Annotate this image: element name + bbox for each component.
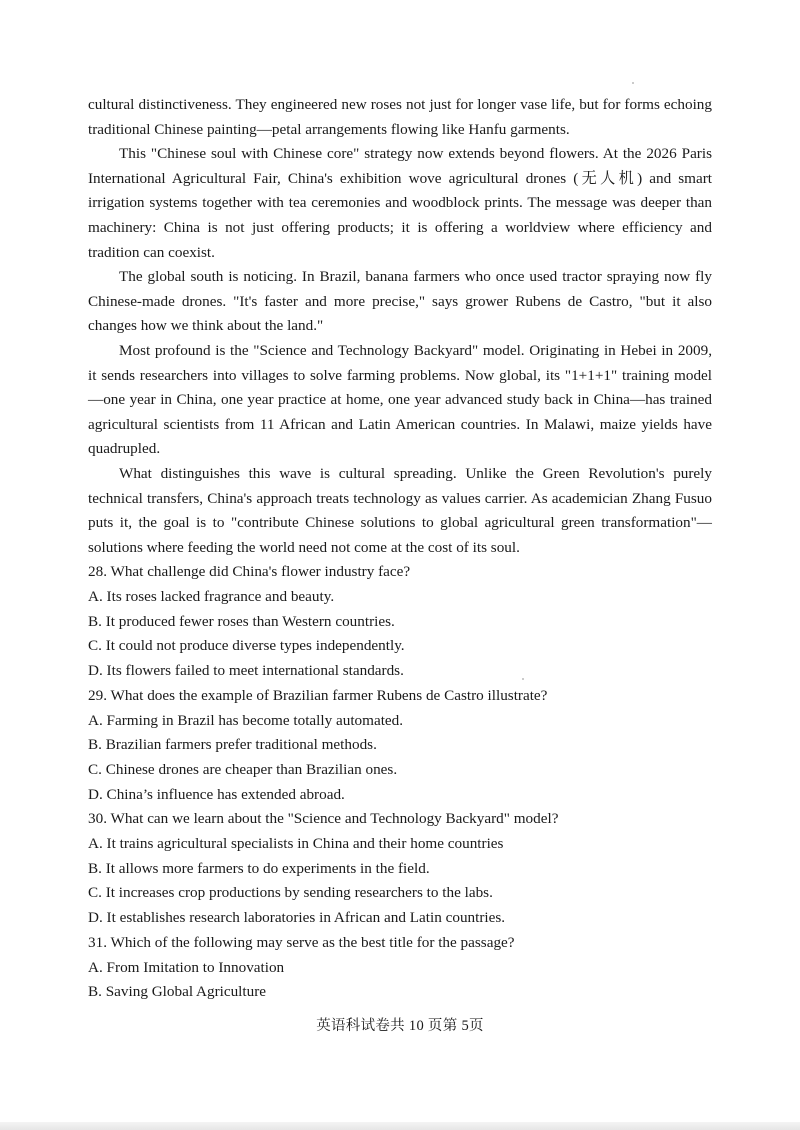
passage-paragraph-4: Most profound is the "Science and Technology Backyard" model. Originating in Hebei in 2009, it sends researchers into villages to solve farming problems. Now global, its "1+1+1" training model—one year in China, one year practice at home, one year advanced study back in China—has trained agricultural scientists from 11 African and Latin American countries. In Malawi, maize yields have quadrupled. bbox=[88, 341, 712, 458]
option-c: C. Chinese drones are cheaper than Brazilian ones. bbox=[88, 760, 398, 778]
question-30 bbox=[88, 807, 712, 931]
question-31 bbox=[88, 931, 712, 1005]
option-b: B. It produced fewer roses than Western countries. bbox=[88, 612, 395, 630]
question-29 bbox=[88, 684, 712, 808]
scan-speck bbox=[522, 678, 524, 680]
exam-page bbox=[88, 93, 712, 1005]
option-a: A. Farming in Brazil has become totally automated. bbox=[88, 711, 404, 729]
question-list bbox=[88, 560, 712, 1005]
passage-paragraph-1: cultural distinctiveness. They engineered new roses not just for longer vase life, but for forms echoing traditional Chinese painting—petal arrangements flowing like Hanfu garments. bbox=[88, 96, 712, 138]
question-28 bbox=[88, 560, 712, 684]
option-a: A. It trains agricultural specialists in China and their home countries bbox=[88, 835, 504, 853]
option-b: B. Brazilian farmers prefer traditional methods. bbox=[88, 736, 377, 754]
option-b: B. Saving Global Agriculture bbox=[88, 983, 267, 1001]
passage-paragraph-5: What distinguishes this wave is cultural spreading. Unlike the Green Revolution's purely technical transfers, China's approach treats technology as values carrier. As academician Zhang Fusuo puts it, the goal is to "contribute Chinese solutions to global agricultural green transformation"—solutions where feeding the world need not come at the cost of its soul. bbox=[88, 464, 712, 556]
option-d: D. It establishes research laboratories in African and Latin countries. bbox=[88, 909, 506, 927]
question-stem: 29. What does the example of Brazilian farmer Rubens de Castro illustrate? bbox=[88, 686, 548, 704]
question-stem: 31. Which of the following may serve as the best title for the passage? bbox=[88, 933, 515, 951]
option-a: A. From Imitation to Innovation bbox=[88, 958, 285, 976]
question-stem: 28. What challenge did China's flower industry face? bbox=[88, 563, 411, 581]
option-c: C. It increases crop productions by sending researchers to the labs. bbox=[88, 884, 493, 902]
passage-paragraph-3: The global south is noticing. In Brazil, banana farmers who once used tractor spraying now fly Chinese-made drones. "It's faster and more precise," says grower Rubens de Castro, "but it also changes how we think about the land." bbox=[88, 268, 712, 335]
reading-passage bbox=[88, 93, 712, 560]
scan-edge-shadow bbox=[0, 1122, 800, 1130]
question-stem: 30. What can we learn about the "Science and Technology Backyard" model? bbox=[88, 810, 559, 828]
option-d: D. Its flowers failed to meet international standards. bbox=[88, 662, 404, 680]
passage-paragraph-2: This "Chinese soul with Chinese core" strategy now extends beyond flowers. At the 2026 Paris International Agricultural Fair, China's exhibition wove agricultural drones (无人机) and smart irrigation systems together with tea ceremonies and woodblock prints. The message was deeper than machinery: China is not just offering products; it is offering a worldview where efficiency and tradition can coexist. bbox=[88, 145, 712, 261]
scan-speck bbox=[632, 82, 634, 84]
option-c: C. It could not produce diverse types independently. bbox=[88, 637, 405, 655]
option-b: B. It allows more farmers to do experiments in the field. bbox=[88, 859, 430, 877]
page-footer: 英语科试卷共 10 页第 5页 bbox=[316, 1018, 484, 1034]
option-d: D. China’s influence has extended abroad. bbox=[88, 785, 345, 803]
option-a: A. Its roses lacked fragrance and beauty. bbox=[88, 587, 335, 605]
